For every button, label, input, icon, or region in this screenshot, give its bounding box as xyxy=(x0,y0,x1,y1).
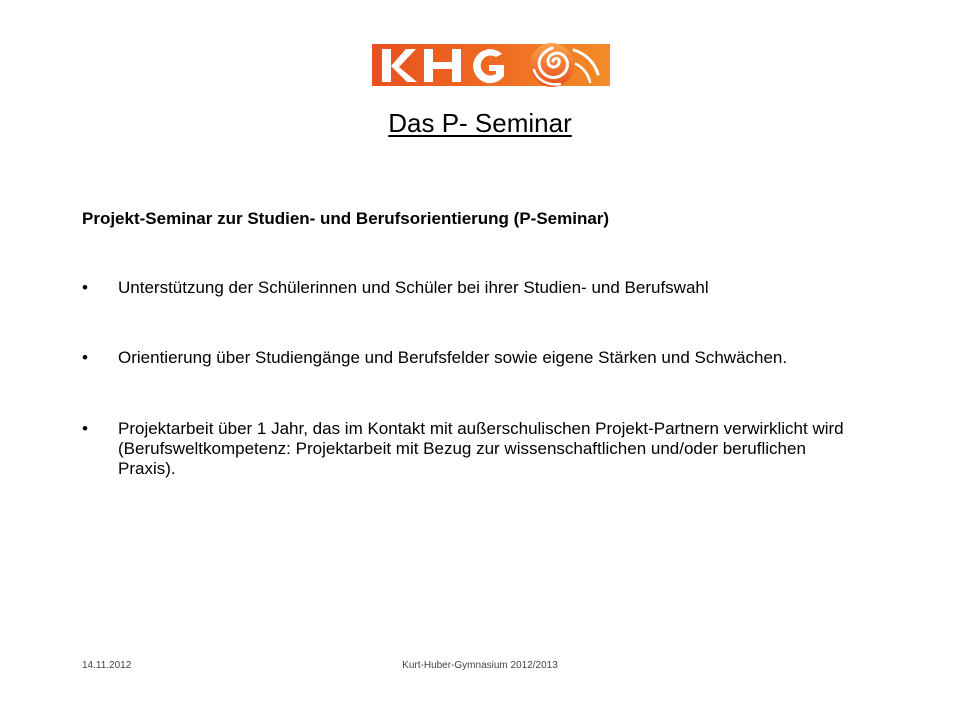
bullet-list xyxy=(82,278,862,479)
slide-title: Das P- Seminar xyxy=(388,108,572,138)
slide-subtitle: Projekt-Seminar zur Studien- und Berufsorientierung (P-Seminar) xyxy=(82,209,610,228)
footer-date: 14.11.2012 xyxy=(82,660,132,671)
rose-logo-icon xyxy=(372,40,610,90)
bullet-icon: • xyxy=(82,348,88,367)
bullet-item xyxy=(82,419,862,479)
bullet-icon: • xyxy=(82,278,88,297)
bullet-text: Unterstützung der Schülerinnen und Schüler bei ihrer Studien- und Berufswahl xyxy=(118,278,709,297)
bullet-text: Orientierung über Studiengänge und Berufsfelder sowie eigene Stärken und Schwächen. xyxy=(118,348,788,367)
bullet-icon: • xyxy=(82,419,88,438)
khg-logo xyxy=(372,40,610,90)
bullet-text: Projektarbeit über 1 Jahr, das im Kontakt mit außerschulischen Projekt-Partnern verwirklicht wird (Berufsweltkompetenz: Projektarbeit mit Bezug zur wissenschaftlichen und/oder beruflichen Praxis). xyxy=(118,419,844,478)
bullet-item xyxy=(82,348,862,368)
bullet-item xyxy=(82,278,862,298)
footer-school: Kurt-Huber-Gymnasium 2012/2013 xyxy=(402,660,558,671)
